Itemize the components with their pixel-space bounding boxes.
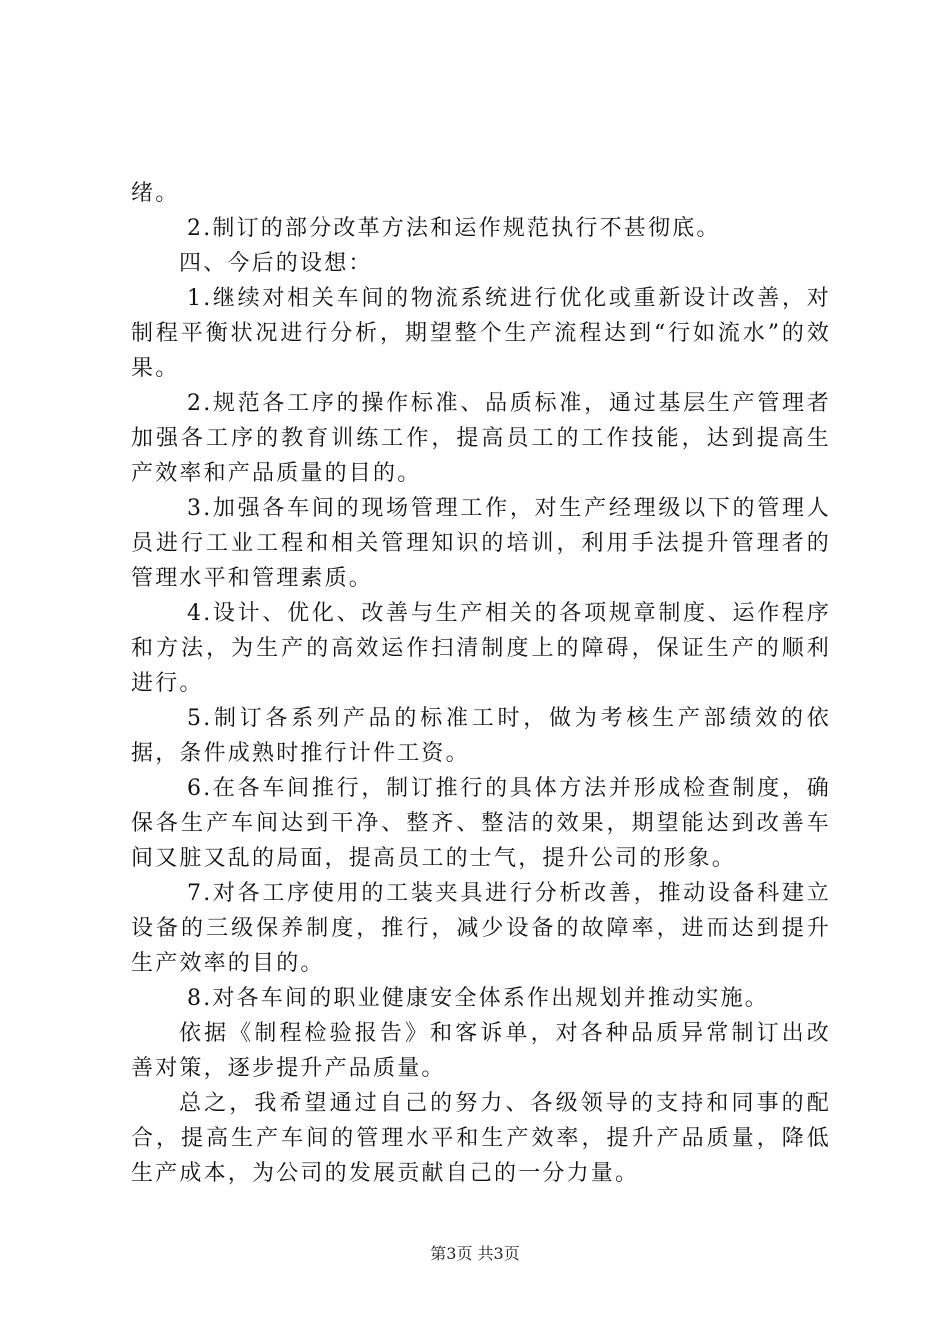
plan-item-2: 2.规范各工序的操作标准、品质标准，通过基层生产管理者加强各工序的教育训练工作，提高员工的工作技能，达到提高生产效率和产品质量的目的。 (131, 391, 831, 486)
plan-item-7: 7.对各工序使用的工装夹具进行分析改善，推动设备科建立设备的三级保养制度，推行，减少设备的故障率，进而达到提升生产效率的目的。 (131, 881, 831, 976)
page-footer: 第3页 共3页 (430, 1244, 520, 1263)
plan-item-3: 3.加强各车间的现场管理工作，对生产经理级以下的管理人员进行工业工程和相关管理知识的培训，利用手法提升管理者的管理水平和管理素质。 (131, 496, 831, 591)
plan-item-8: 8.对各车间的职业健康安全体系作出规划并推动实施。 (187, 986, 769, 1011)
conclusion-paragraph: 总之，我希望通过自己的努力、各级领导的支持和同事的配合，提高生产车间的管理水平和生产效率，提升产品质量，降低生产成本，为公司的发展贡献自己的一分力量。 (131, 1091, 831, 1186)
plan-item-1: 1.继续对相关车间的物流系统进行优化或重新设计改善，对制程平衡状况进行分析，期望整个生产流程达到“行如流水”的效果。 (131, 286, 831, 381)
section-heading-future-plans: 四、今后的设想： (179, 251, 373, 276)
plan-item-6: 6.在各车间推行，制订推行的具体方法并形成检查制度，确保各生产车间达到干净、整齐、整洁的效果，期望能达到改善车间又脏又乱的局面，提高员工的士气，提升公司的形象。 (131, 776, 831, 871)
paragraph-1: 绪。 (131, 181, 180, 206)
quality-paragraph: 依据《制程检验报告》和客诉单，对各种品质异常制订出改善对策，逐步提升产品质量。 (131, 1021, 831, 1081)
plan-item-4: 4.设计、优化、改善与生产相关的各项规章制度、运作程序和方法，为生产的高效运作扫清制度上的障碍，保证生产的顺利进行。 (131, 601, 831, 696)
paragraph-2: 2.制订的部分改革方法和运作规范执行不甚彻底。 (187, 216, 721, 241)
plan-item-5: 5.制订各系列产品的标准工时，做为考核生产部绩效的依据，条件成熟时推行计件工资。 (131, 706, 831, 766)
document-body (131, 176, 831, 1191)
